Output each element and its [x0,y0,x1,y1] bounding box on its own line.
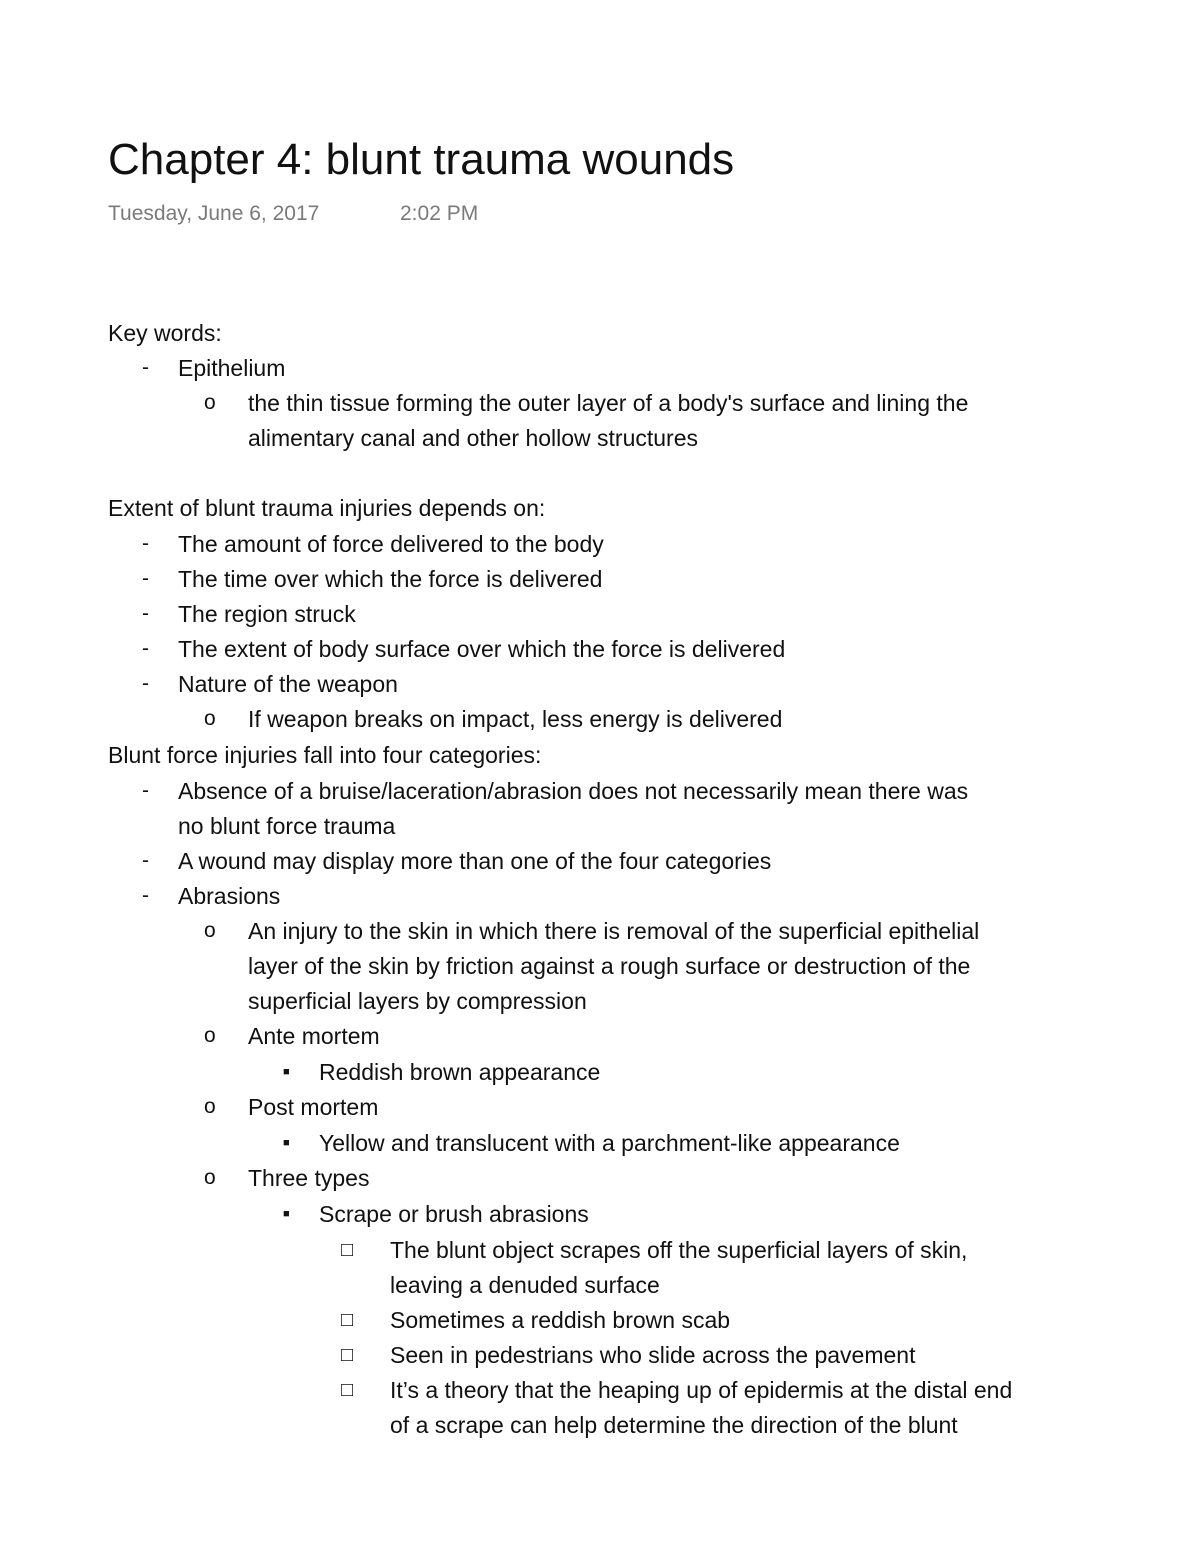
abrasion-definition: An injury to the skin in which there is removal of the superficial epithelial [248,918,980,944]
list-item: Nature of the weapon [178,671,398,697]
circle-bullet-icon: o [204,707,216,730]
ante-mortem-item: Ante mortem [248,1023,380,1049]
list-item: The extent of body surface over which the force is delivered [178,636,786,662]
list-item: A wound may display more than one of the four categories [178,848,772,874]
ante-mortem-detail: Reddish brown appearance [319,1059,601,1085]
scrape-detail-cont: leaving a denuded surface [390,1272,660,1298]
circle-bullet-icon: o [204,919,216,942]
square-bullet-icon: ■ [283,1066,290,1078]
list-item: Abrasions [178,883,281,909]
dash-bullet-icon: - [142,356,149,379]
square-bullet-icon: ■ [283,1208,290,1220]
dash-bullet-icon: - [142,779,149,802]
categories-heading: Blunt force injuries fall into four categories: [108,742,542,768]
scrape-detail: Sometimes a reddish brown scab [390,1307,731,1333]
circle-bullet-icon: o [204,1095,216,1118]
abrasion-definition-cont: layer of the skin by friction against a rough surface or destruction of the [248,953,971,979]
scrape-detail: The blunt object scrapes off the superficial layers of skin, [390,1237,968,1263]
list-item: The region struck [178,601,356,627]
list-item-cont: no blunt force trauma [178,813,396,839]
list-item: The amount of force delivered to the body [178,531,604,557]
key-words-heading: Key words: [108,320,222,346]
note-time: 2:02 PM [400,202,479,225]
dash-bullet-icon: - [142,849,149,872]
scrape-abrasions-item: Scrape or brush abrasions [319,1201,589,1227]
scrape-detail: It’s a theory that the heaping up of epidermis at the distal end [390,1377,1013,1403]
list-sub-item: If weapon breaks on impact, less energy is delivered [248,706,783,732]
dash-bullet-icon: - [142,567,149,590]
key-word-term: Epithelium [178,355,286,381]
key-word-definition: the thin tissue forming the outer layer of a body's surface and lining the [248,390,969,416]
scrape-detail: Seen in pedestrians who slide across the pavement [390,1342,916,1368]
key-word-definition-cont: alimentary canal and other hollow structures [248,425,699,451]
box-bullet-icon: □ [341,1309,354,1331]
dash-bullet-icon: - [142,672,149,695]
dash-bullet-icon: - [142,602,149,625]
dash-bullet-icon: - [142,637,149,660]
note-date: Tuesday, June 6, 2017 [108,202,320,225]
circle-bullet-icon: o [204,1166,216,1189]
abrasion-definition-cont: superficial layers by compression [248,988,587,1014]
extent-heading: Extent of blunt trauma injuries depends on: [108,495,546,521]
post-mortem-detail: Yellow and translucent with a parchment-like appearance [319,1130,900,1156]
list-item: The time over which the force is delivered [178,566,603,592]
box-bullet-icon: □ [341,1379,354,1401]
square-bullet-icon: ■ [283,1137,290,1149]
circle-bullet-icon: o [204,391,216,414]
post-mortem-item: Post mortem [248,1094,379,1120]
dash-bullet-icon: - [142,884,149,907]
three-types-item: Three types [248,1165,370,1191]
box-bullet-icon: □ [341,1239,354,1261]
list-item: Absence of a bruise/laceration/abrasion does not necessarily mean there was [178,778,969,804]
circle-bullet-icon: o [204,1024,216,1047]
page-title: Chapter 4: blunt trauma wounds [108,135,735,184]
dash-bullet-icon: - [142,532,149,555]
box-bullet-icon: □ [341,1344,354,1366]
note-timestamp [108,200,479,228]
scrape-detail-cont: of a scrape can help determine the direction of the blunt [390,1412,958,1438]
